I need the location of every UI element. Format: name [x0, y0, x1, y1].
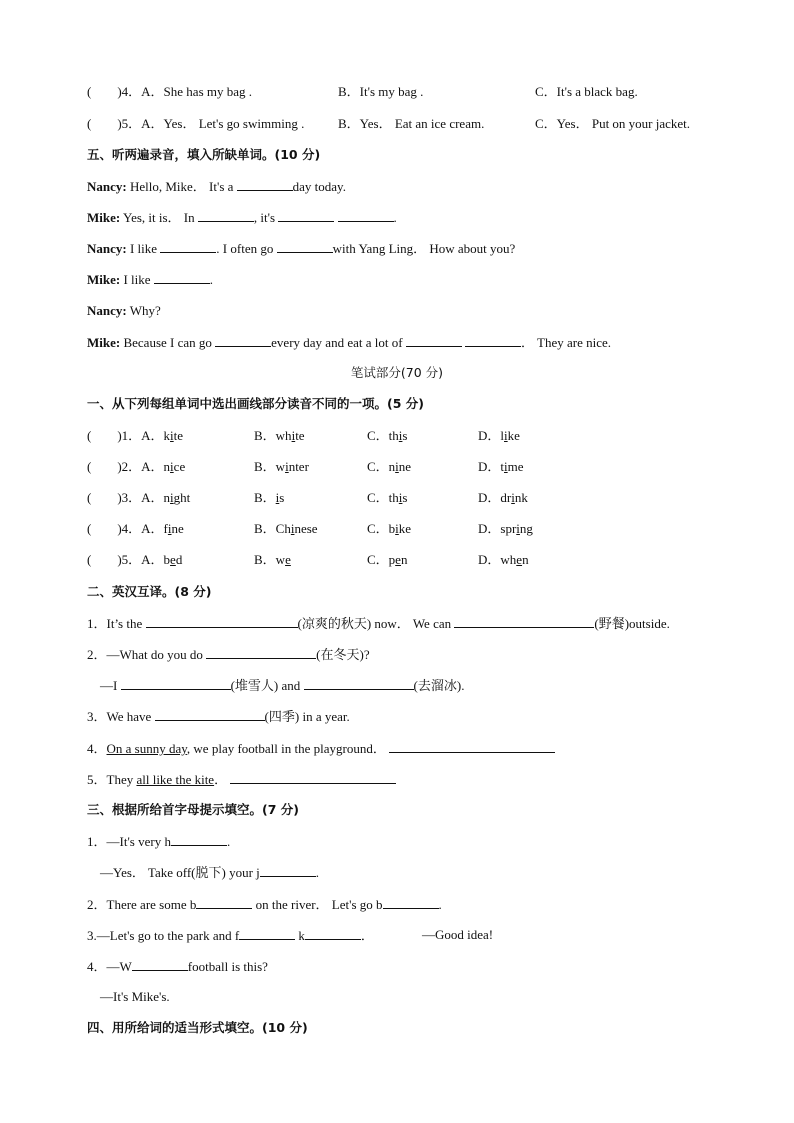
answer-blank[interactable] — [338, 208, 394, 222]
dialogue-line-5 — [87, 302, 161, 320]
speaker: Nancy: — [87, 179, 127, 194]
answer-blank[interactable] — [237, 177, 293, 191]
underlined-letter: e — [170, 552, 176, 567]
word-part: C．b — [367, 521, 396, 536]
reply-text: —Good idea! — [422, 927, 494, 942]
dialogue-line-2 — [87, 208, 397, 227]
word-part: ng — [519, 521, 533, 536]
word-part: ne — [398, 459, 412, 474]
underlined-phrase: all like the kite — [136, 772, 215, 787]
dialogue-line-1 — [87, 177, 346, 196]
word-part: ce — [173, 459, 186, 474]
answer-blank[interactable] — [465, 333, 521, 347]
speaker: Nancy: — [87, 241, 127, 256]
line-text: Why? — [126, 303, 161, 318]
written-part-title: 笔试部分(70 分) — [350, 365, 444, 380]
speaker: Mike: — [87, 210, 121, 225]
underlined-letter: i — [285, 459, 289, 474]
word-part: f — [163, 521, 168, 536]
option-d — [478, 489, 528, 507]
question-number: ( )5．A． — [87, 116, 164, 131]
line-text: 3．We have — [87, 709, 155, 724]
word-part: nter — [288, 459, 309, 474]
word-part: k — [163, 428, 171, 443]
translation-item-5 — [87, 770, 396, 789]
initial-letter-item-2 — [87, 895, 442, 914]
line-text: 2．There are some b — [87, 897, 197, 912]
word-part: D．spr — [478, 521, 517, 536]
line-text: 2．—What do you do — [87, 647, 207, 662]
underlined-letter: i — [398, 490, 403, 505]
option-d — [478, 551, 529, 569]
initial-letter-item-1 — [87, 832, 230, 851]
translation-item-2 — [87, 645, 370, 664]
line-text: every day and eat a lot of — [271, 335, 406, 350]
word-part: s — [279, 490, 285, 505]
underlined-letter: i — [398, 428, 403, 443]
answer-blank[interactable] — [206, 645, 316, 659]
answer-blank[interactable] — [406, 333, 462, 347]
line-text: ． — [360, 928, 374, 943]
line-text: I like — [126, 241, 161, 256]
word-part: n — [400, 552, 408, 567]
line-text: Because I can go — [120, 335, 216, 350]
dialogue-line-4 — [87, 270, 213, 289]
pronunciation-row-3 — [87, 489, 528, 507]
word-part: C．th — [367, 428, 399, 443]
answer-blank[interactable] — [171, 832, 227, 846]
line-text: on the river． Let's go b — [252, 897, 383, 912]
line-text: and — [278, 678, 304, 693]
line-text: . I often go — [216, 241, 277, 256]
word-part: s — [402, 490, 408, 505]
word-part: B．wh — [254, 428, 292, 443]
option-c: C．Yes． Put on your jacket. — [535, 116, 691, 131]
word-part: te — [173, 428, 184, 443]
hint: (凉爽的秋天) — [297, 616, 372, 631]
line-text: ． They are nice. — [521, 335, 612, 350]
underlined-phrase: On a sunny day — [106, 741, 187, 756]
option-b: B．It's my bag . — [338, 84, 424, 99]
answer-blank[interactable] — [132, 957, 188, 971]
line-text: 4． — [87, 741, 107, 756]
answer-blank[interactable] — [160, 239, 216, 253]
listening-question-5 — [87, 115, 691, 133]
line-text: I like — [120, 272, 154, 287]
word-part: te — [295, 428, 305, 443]
underlined-letter: e — [395, 552, 401, 567]
line-text: football is this? — [187, 959, 268, 974]
option-b — [254, 489, 284, 507]
line-text: . — [438, 897, 442, 912]
pronunciation-row-2 — [87, 458, 524, 476]
pronunciation-row-1 — [87, 427, 520, 445]
hint: (去溜冰). — [413, 678, 465, 693]
hint: (野餐) — [594, 616, 630, 631]
underlined-letter: i — [170, 490, 174, 505]
word-part: me — [507, 459, 524, 474]
underlined-letter: i — [395, 521, 399, 536]
line-text: . — [226, 834, 231, 849]
listening-question-4 — [87, 83, 638, 101]
option-c — [367, 489, 407, 507]
answer-blank[interactable] — [215, 333, 271, 347]
option-a: She has my bag . — [163, 84, 253, 99]
section-4-title: 四、用所给词的适当形式填空。(10 分) — [87, 1020, 308, 1035]
initial-letter-item-1-answer — [100, 863, 319, 882]
option-d — [478, 520, 533, 538]
line-text: . — [315, 865, 320, 880]
underlined-letter: i — [395, 459, 399, 474]
option-c — [367, 520, 411, 538]
answer-blank[interactable] — [155, 707, 265, 721]
word-part: D．wh — [478, 552, 517, 567]
answer-blank[interactable] — [389, 739, 555, 753]
line-text: . — [393, 210, 397, 225]
word-part: C．p — [367, 552, 396, 567]
underlined-letter: i — [504, 428, 508, 443]
word-part: ke — [507, 428, 520, 443]
line-text: day today. — [292, 179, 346, 194]
underlined-letter: i — [167, 521, 172, 536]
word-part: B．w — [254, 459, 286, 474]
option-d — [478, 458, 524, 476]
underlined-letter: e — [285, 552, 291, 567]
answer-blank[interactable] — [277, 239, 333, 253]
pronunciation-row-5 — [87, 551, 529, 569]
question-number: ( )2．A． — [87, 459, 164, 474]
word-part: ght — [173, 490, 191, 505]
line-text: now． We can — [371, 616, 455, 631]
underlined-letter: i — [504, 459, 508, 474]
underlined-letter: e — [516, 552, 523, 567]
line-text: ． — [214, 772, 228, 787]
word-part: nk — [514, 490, 528, 505]
speaker: Nancy: — [87, 303, 127, 318]
hint: (在冬天)? — [316, 647, 370, 662]
answer-blank[interactable] — [196, 895, 252, 909]
line-text: , we play football in the playground． — [186, 741, 386, 756]
word-part: nese — [294, 521, 318, 536]
translation-item-1 — [87, 614, 670, 633]
answer-blank[interactable] — [305, 926, 361, 940]
line-text: 4．—W — [87, 959, 132, 974]
option-c — [367, 427, 407, 445]
question-number: ( )4．A． — [87, 84, 164, 99]
answer-blank[interactable] — [198, 208, 254, 222]
question-number: ( )5．A． — [87, 552, 164, 567]
initial-letter-item-4-answer: —It's Mike's. — [100, 989, 170, 1004]
answer-blank[interactable] — [146, 614, 298, 628]
hint: (四季) — [264, 709, 300, 724]
word-part: D．dr — [478, 490, 512, 505]
line-text: 1．—It's very h — [87, 834, 171, 849]
line-text: with Yang Ling． How about you? — [332, 241, 516, 256]
initial-letter-item-4 — [87, 957, 268, 976]
pronunciation-row-4 — [87, 520, 533, 538]
word-part: ne — [171, 521, 184, 536]
option-a: Yes． Let's go swimming . — [163, 116, 305, 131]
word-part: B．Ch — [254, 521, 291, 536]
underlined-letter: i — [511, 490, 515, 505]
initial-letter-item-3 — [87, 926, 494, 945]
speaker: Mike: — [87, 272, 121, 287]
option-c: C．It's a black bag. — [535, 84, 638, 99]
line-text: outside. — [629, 616, 670, 631]
word-part: B． — [254, 490, 276, 505]
word-part: D．l — [478, 428, 505, 443]
word-part: D．t — [478, 459, 505, 474]
word-part: ke — [398, 521, 412, 536]
line-text: in a year. — [299, 709, 350, 724]
underlined-letter: i — [275, 490, 280, 505]
line-text: 5．They — [87, 772, 137, 787]
dialogue-line-6 — [87, 333, 611, 352]
underlined-letter: i — [170, 428, 174, 443]
word-part: s — [402, 428, 408, 443]
option-b: B．Yes． Eat an ice cream. — [338, 116, 485, 131]
dialogue-line-3 — [87, 239, 515, 258]
hint: (堆雪人) — [230, 678, 279, 693]
answer-blank[interactable] — [230, 770, 396, 784]
answer-blank[interactable] — [304, 676, 414, 690]
line-text: 1．It’s the — [87, 616, 146, 631]
answer-blank[interactable] — [383, 895, 439, 909]
line-text: . — [209, 272, 214, 287]
underlined-letter: i — [291, 428, 296, 443]
line-text: , it's — [253, 210, 279, 225]
word-part: B．w — [254, 552, 286, 567]
answer-blank[interactable] — [239, 926, 295, 940]
translation-item-4 — [87, 739, 555, 758]
question-number: ( )3．A． — [87, 490, 164, 505]
question-number: ( )4．A． — [87, 521, 164, 536]
word-part: n — [163, 459, 171, 474]
answer-blank[interactable] — [278, 208, 334, 222]
translation-item-3 — [87, 707, 350, 726]
answer-blank[interactable] — [154, 270, 210, 284]
word-part: b — [163, 552, 171, 567]
line-text: Hello, Mike． It's a — [126, 179, 237, 194]
line-text: 3.—Let's go to the park and f — [87, 928, 240, 943]
line-text: k — [295, 928, 305, 943]
option-b — [254, 520, 318, 538]
speaker: Mike: — [87, 335, 121, 350]
word-part: n — [522, 552, 529, 567]
underlined-letter: i — [290, 521, 295, 536]
word-part: C．n — [367, 459, 396, 474]
underlined-letter: i — [170, 459, 174, 474]
word-part: d — [175, 552, 183, 567]
underlined-letter: i — [516, 521, 520, 536]
option-c — [367, 458, 411, 476]
word-part: C．th — [367, 490, 399, 505]
option-c — [367, 551, 407, 569]
option-d — [478, 427, 520, 445]
answer-blank[interactable] — [454, 614, 594, 628]
line-text: Yes, it is． In — [120, 210, 198, 225]
answer-blank[interactable] — [260, 863, 316, 877]
section-5-title: 五、听两遍录音，填入所缺单词。(10 分) — [87, 147, 321, 162]
line-text: —Yes． Take off(脱下) your j — [100, 865, 260, 880]
section-3-title: 三、根据所给首字母提示填空。(7 分) — [87, 802, 299, 817]
answer-blank[interactable] — [121, 676, 231, 690]
option-b — [254, 427, 305, 445]
option-b — [254, 551, 291, 569]
word-part: n — [163, 490, 171, 505]
question-number: ( )1．A． — [87, 428, 164, 443]
section-1-title: 一、从下列每组单词中选出画线部分读音不同的一项。(5 分) — [87, 396, 424, 411]
line-text: —I — [100, 678, 121, 693]
section-2-title: 二、英汉互译。(8 分) — [87, 584, 212, 599]
option-b — [254, 458, 309, 476]
translation-item-2-answer — [100, 676, 464, 695]
